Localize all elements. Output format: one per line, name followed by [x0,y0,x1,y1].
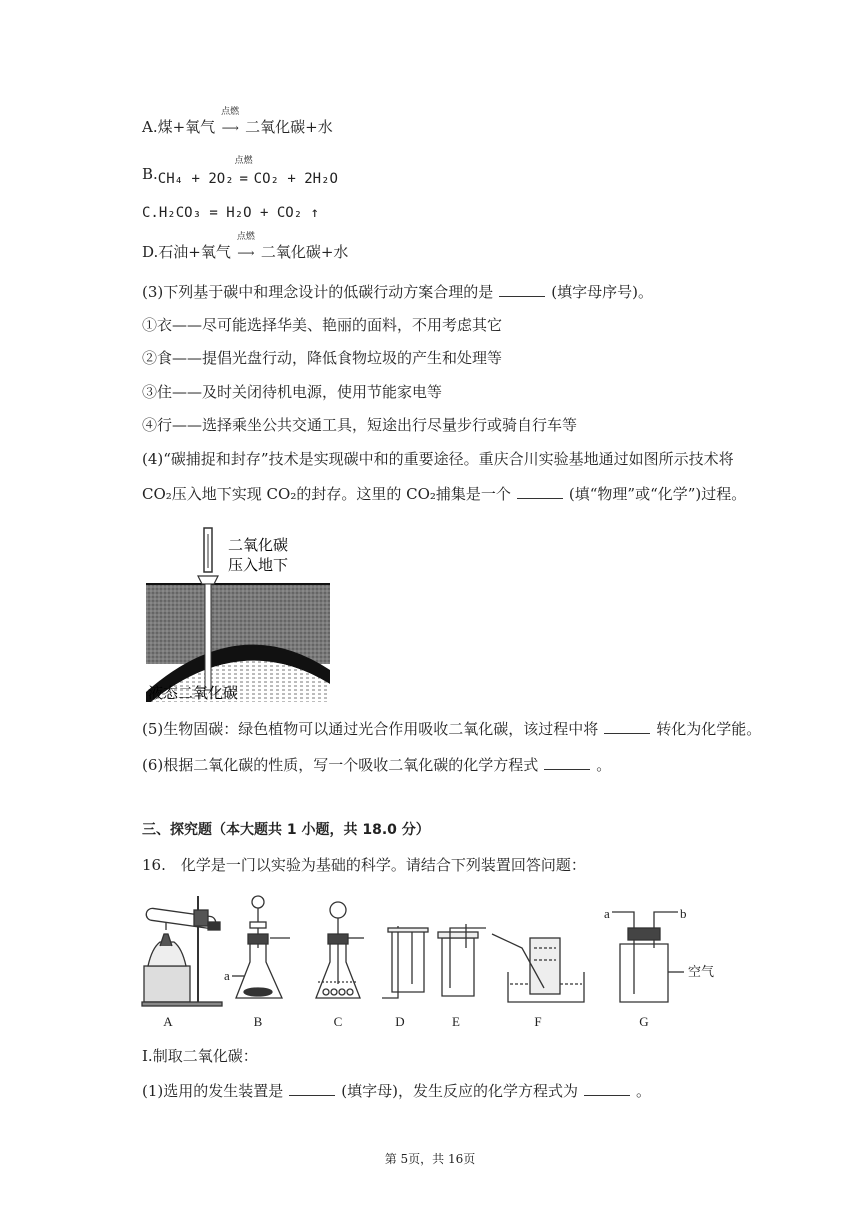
q5-text: (5)生物固碳：绿色植物可以通过光合作用吸收二氧化碳，该过程中将 [142,720,599,738]
apparatus-label-d: D [395,1014,405,1029]
co2-storage-figure [144,520,332,702]
apparatus-label-e: E [452,1014,460,1029]
apparatus-b [224,896,290,998]
part-1-heading: I.制取二氧化碳： [142,1047,258,1065]
reaction-arrow: 点燃 ⟶ [215,117,245,138]
apparatus-a [142,896,222,1006]
condition-label: 点燃 [221,107,240,117]
figure-label-top-2: 压入地下 [228,557,289,574]
option-item-4: ④行——选择乘坐公共交通工具，短途出行尽量步行或骑自行车等 [142,416,578,434]
option-b-rhs: CO₂ + 2H₂O [253,171,338,187]
answer-blank[interactable] [584,1081,630,1096]
q16-1-text-after: 。 [635,1082,651,1100]
apparatus-label-g: G [639,1014,649,1029]
section-heading: 三、探究题（本大题共 1 小题，共 18.0 分） [142,822,430,838]
option-a [142,107,333,138]
apparatus-label-b: B [253,1014,263,1029]
question-4-line2 [142,484,746,504]
option-d [142,232,349,263]
option-d-suffix: 二氧化碳+水 [260,243,349,261]
option-b-lhs: CH₄ + 2O₂ [157,171,234,187]
q6-text-after: 。 [596,756,612,774]
option-a-prefix: A.煤+氧气 [142,118,216,136]
q6-text: (6)根据二氧化碳的性质，写一个吸收二氧化碳的化学方程式 [142,756,539,774]
question-5 [142,719,761,739]
apparatus-f [492,934,584,1002]
answer-blank[interactable] [544,755,590,770]
apparatus-label-a: A [163,1014,173,1029]
condition-label: 点燃 [234,156,253,166]
option-c [142,202,319,223]
apparatus-c [316,902,364,998]
apparatus-g [604,906,714,1002]
answer-blank[interactable] [499,282,545,297]
answer-blank[interactable] [289,1081,335,1096]
question-16-1 [142,1081,651,1101]
q3-text: (3)下列基于碳中和理念设计的低碳行动方案合理的是 [142,283,494,301]
apparatus-label-f: F [534,1014,542,1029]
apparatus-e [438,924,486,996]
q4-text: CO₂压入地下实现 CO₂的封存。这里的 CO₂捕集是一个 [142,485,511,503]
q16-1-text-mid: (填字母)，发生反应的化学方程式为 [341,1082,578,1100]
reaction-equals: 点燃 = [234,168,254,189]
question-16: 16. 化学是一门以实验为基础的科学。请结合下列装置回答问题： [142,856,586,874]
option-c-text: C.H₂CO₃ = H₂O + CO₂ ↑ [142,205,320,221]
port-label-a: a [604,906,610,921]
air-label: 空气 [688,964,715,979]
page-footer: 第 5页，共 16页 [384,1152,476,1166]
question-4-line1: (4)“碳捕捉和封存”技术是实现碳中和的重要途径。重庆合川实验基地通过如图所示技术将 [142,450,734,468]
option-d-prefix: D.石油+氧气 [142,243,231,261]
figure-label-top-1: 二氧化碳 [228,537,289,554]
option-item-1: ①衣——尽可能选择华美、艳丽的面料，不用考虑其它 [142,316,503,334]
question-3 [142,282,653,302]
q4-text-after: (填“物理”或“化学”)过程。 [568,485,747,503]
option-b [142,156,338,189]
port-label-a: a [224,968,230,983]
option-a-suffix: 二氧化碳+水 [245,118,333,136]
q3-text-after: (填字母序号)。 [551,283,653,301]
q5-text-after: 转化为化学能。 [656,720,762,738]
answer-blank[interactable] [517,484,563,499]
option-item-3: ③住——及时关闭待机电源，使用节能家电等 [142,383,443,401]
answer-blank[interactable] [604,719,650,734]
apparatus-d [382,926,428,998]
apparatus-label-c: C [333,1014,343,1029]
figure-label-bottom: 液态二氧化碳 [148,685,239,702]
option-item-2: ②食——提倡光盘行动，降低食物垃圾的产生和处理等 [142,349,503,367]
port-label-b: b [680,906,687,921]
condition-label: 点燃 [236,232,255,242]
reaction-arrow: 点燃 ⟶ [231,242,261,263]
question-6 [142,755,611,775]
option-b-prefix: B. [142,165,158,183]
apparatus-figure [138,888,718,1034]
q16-1-text: (1)选用的发生装置是 [142,1082,284,1100]
